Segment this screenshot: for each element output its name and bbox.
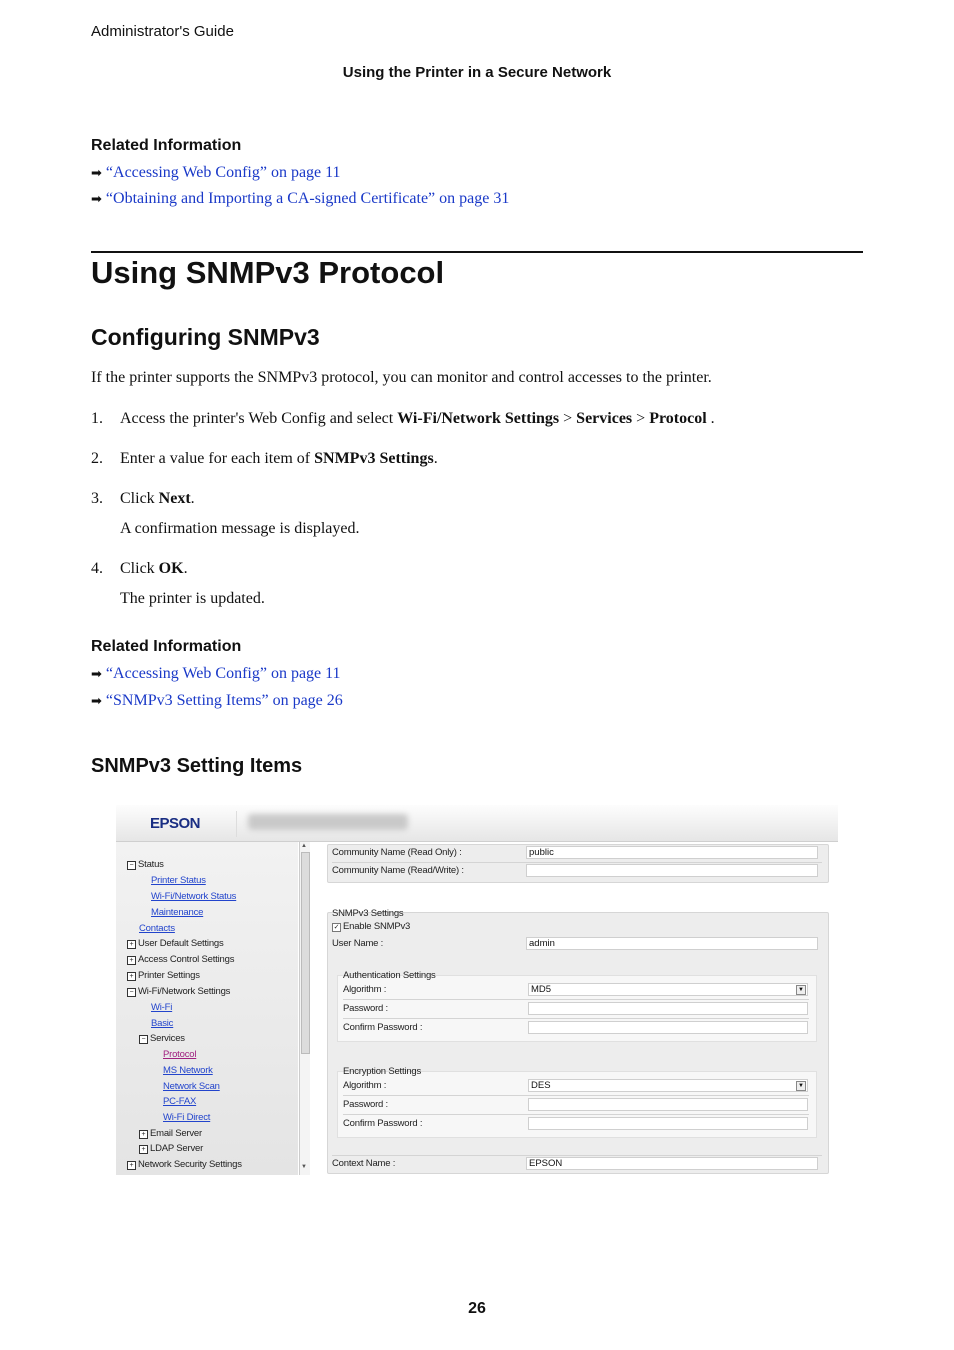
nav-pc-fax[interactable]: PC-FAX <box>163 1096 197 1107</box>
auth-password-input[interactable] <box>528 1002 808 1015</box>
related-info-title: Related Information <box>91 638 242 655</box>
snmpv3-settings-legend: SNMPv3 Settings <box>332 908 404 919</box>
expand-icon[interactable]: + <box>127 956 136 965</box>
row-divider <box>343 1018 809 1019</box>
nav-wifi-network-settings[interactable]: − Wi-Fi/Network Settings <box>127 986 230 997</box>
related-link[interactable] <box>91 164 341 182</box>
subsection-title: Configuring SNMPv3 <box>91 324 320 350</box>
nav-printer-settings[interactable]: + Printer Settings <box>127 970 200 981</box>
related-link-text[interactable]: “Accessing Web Config” on page 11 <box>105 665 341 682</box>
nav-access-control-settings[interactable]: + Access Control Settings <box>127 954 234 965</box>
enc-password-input[interactable] <box>528 1098 808 1111</box>
context-name-input[interactable]: EPSON <box>526 1157 818 1170</box>
step-number: 3. <box>91 490 103 507</box>
step-number: 4. <box>91 560 103 577</box>
related-link[interactable] <box>91 190 509 208</box>
section-title: Using SNMPv3 Protocol <box>91 255 445 290</box>
arrow-right-icon: ➡ <box>91 191 102 207</box>
nav-wifi-network-status[interactable]: Wi-Fi/Network Status <box>151 891 237 902</box>
related-link[interactable] <box>91 692 343 710</box>
context-name-label: Context Name : <box>332 1158 396 1169</box>
auth-settings-legend: Authentication Settings <box>343 970 436 981</box>
chevron-down-icon[interactable]: ▼ <box>796 1081 806 1091</box>
header-separator <box>236 811 237 837</box>
enc-confirm-input[interactable] <box>528 1117 808 1130</box>
nav-ldap-server[interactable]: + LDAP Server <box>139 1143 203 1154</box>
enc-confirm-label: Confirm Password : <box>343 1118 423 1129</box>
nav-printer-status[interactable]: Printer Status <box>151 875 206 886</box>
related-info-title: Related Information <box>91 137 242 154</box>
enable-snmpv3-checkbox[interactable]: ✓ Enable SNMPv3 <box>333 921 411 932</box>
row-divider <box>343 1114 809 1115</box>
epson-logo: EPSON <box>150 815 201 832</box>
related-link-text[interactable]: “SNMPv3 Setting Items” on page 26 <box>105 692 343 709</box>
sidebar-scrollbar[interactable] <box>299 842 310 1175</box>
nav-services[interactable]: − Services <box>139 1033 185 1044</box>
row-divider <box>332 862 822 863</box>
step-number: 2. <box>91 450 103 467</box>
related-link[interactable] <box>91 665 341 683</box>
related-link-text[interactable]: “Obtaining and Importing a CA-signed Certificate” on page 31 <box>105 190 510 207</box>
scroll-thumb[interactable] <box>301 852 310 1054</box>
scroll-down-icon[interactable]: ▼ <box>301 1164 307 1170</box>
nav-protocol[interactable]: Protocol <box>163 1049 197 1060</box>
nav-status[interactable]: − Status <box>127 859 164 870</box>
arrow-right-icon: ➡ <box>91 693 102 709</box>
step-text: Enter a value for each item of SNMPv3 Settings. <box>120 450 438 467</box>
intro-paragraph: If the printer supports the SNMPv3 protocol, you can monitor and control accesses to the printer. <box>91 369 712 386</box>
nav-network-scan[interactable]: Network Scan <box>163 1081 220 1092</box>
nav-maintenance[interactable]: Maintenance <box>151 907 204 918</box>
chevron-down-icon[interactable]: ▼ <box>796 985 806 995</box>
nav-email-server[interactable]: + Email Server <box>139 1128 202 1139</box>
community-rw-input[interactable] <box>526 864 818 877</box>
community-ro-input[interactable]: public <box>526 846 818 859</box>
user-name-input[interactable]: admin <box>526 937 818 950</box>
auth-confirm-input[interactable] <box>528 1021 808 1034</box>
collapse-icon[interactable]: − <box>127 861 136 870</box>
expand-icon[interactable]: + <box>127 972 136 981</box>
nav-network-security-settings[interactable]: + Network Security Settings <box>127 1159 242 1170</box>
web-config-screenshot <box>116 805 838 1175</box>
community-rw-label: Community Name (Read/Write) : <box>332 865 464 876</box>
nav-wifi-direct[interactable]: Wi-Fi Direct <box>163 1112 211 1123</box>
user-name-label: User Name : <box>332 938 384 949</box>
nav-user-default-settings[interactable]: + User Default Settings <box>127 938 224 949</box>
scroll-up-icon[interactable]: ▲ <box>301 843 307 849</box>
step-result: A confirmation message is displayed. <box>120 520 360 537</box>
enc-settings-legend: Encryption Settings <box>343 1066 422 1077</box>
step-number: 1. <box>91 410 103 427</box>
nav-contacts[interactable]: Contacts <box>139 923 175 934</box>
guide-title: Administrator's Guide <box>91 23 234 40</box>
auth-algorithm-select[interactable]: MD5 ▼ <box>528 983 808 996</box>
blurred-model-name <box>248 814 408 830</box>
related-link-text[interactable]: “Accessing Web Config” on page 11 <box>105 164 341 181</box>
expand-icon[interactable]: + <box>139 1130 148 1139</box>
web-config-sidebar <box>116 842 298 1175</box>
collapse-icon[interactable]: − <box>127 988 136 997</box>
step-text: Click OK. <box>120 560 188 577</box>
expand-icon[interactable]: + <box>127 1161 136 1170</box>
subsection-title: SNMPv3 Setting Items <box>91 755 303 777</box>
nav-wifi[interactable]: Wi-Fi <box>151 1002 173 1013</box>
arrow-right-icon: ➡ <box>91 165 102 181</box>
nav-ms-network[interactable]: MS Network <box>163 1065 213 1076</box>
row-divider <box>343 1095 809 1096</box>
section-divider <box>91 251 863 253</box>
checkmark-icon[interactable]: ✓ <box>333 924 340 931</box>
row-divider <box>343 999 809 1000</box>
step-text: Click Next. <box>120 490 195 507</box>
step-text: Access the printer's Web Config and select Wi-Fi/Network Settings > Services > Protocol . <box>120 410 715 427</box>
expand-icon[interactable]: + <box>127 940 136 949</box>
chapter-title: Using the Printer in a Secure Network <box>342 64 612 81</box>
expand-icon[interactable]: + <box>139 1145 148 1154</box>
collapse-icon[interactable]: − <box>139 1035 148 1044</box>
enc-password-label: Password : <box>343 1099 388 1110</box>
nav-basic[interactable]: Basic <box>151 1018 174 1029</box>
arrow-right-icon: ➡ <box>91 666 102 682</box>
auth-confirm-label: Confirm Password : <box>343 1022 423 1033</box>
community-ro-label: Community Name (Read Only) : <box>332 847 462 858</box>
web-config-header <box>116 805 838 842</box>
auth-password-label: Password : <box>343 1003 388 1014</box>
enc-algorithm-label: Algorithm : <box>343 1080 387 1091</box>
auth-algorithm-label: Algorithm : <box>343 984 387 995</box>
enc-algorithm-select[interactable]: DES ▼ <box>528 1079 808 1092</box>
row-divider <box>332 1155 822 1156</box>
step-result: The printer is updated. <box>120 590 265 607</box>
web-config-form <box>321 842 838 1175</box>
page-number: 26 <box>468 1300 486 1317</box>
